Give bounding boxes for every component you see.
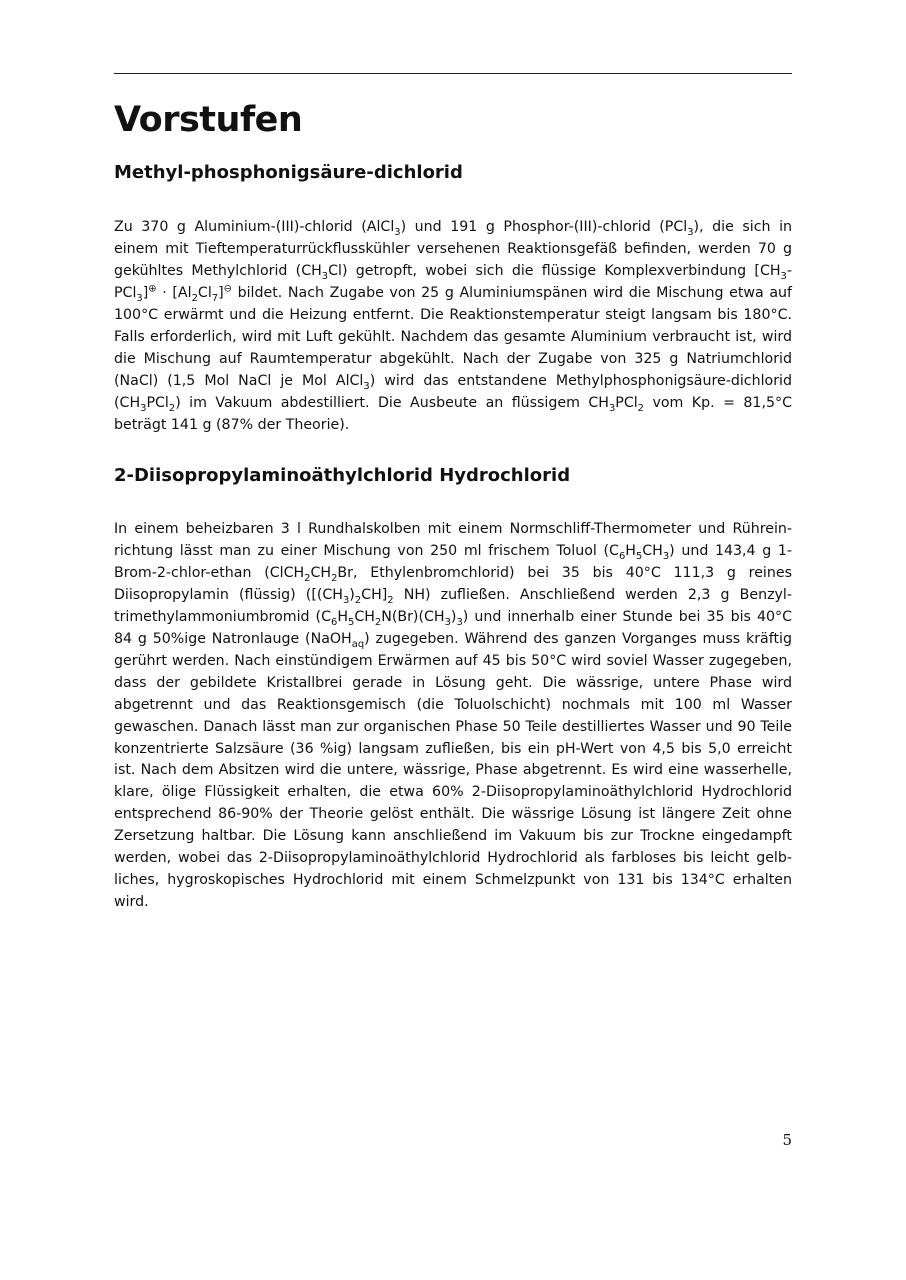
text: ) wird das entstandene Methylphosphonigsäure-dichlorid (CH (114, 372, 792, 411)
text: CH] (361, 586, 388, 603)
text: H (337, 608, 348, 625)
section-heading-methyl-phosphonigsaeure-dichlorid: Methyl-phosphonigsäure-dichlorid (114, 162, 463, 183)
text: ) und 191 g Phosphor-(III)-chlorid (PCl (400, 219, 688, 235)
text: CH (310, 564, 332, 581)
text: bildet. Nach Zugabe von 25 g Aluminiumspänen wird die Mischung etwa auf 100°C erwärmt und die Heizung entfernt. Die Reaktionstemperatur steigt langsam bis 180°C. Falls erforderlich, wird mit Luft gekühlt. Nachdem das gesamte Aluminium verbraucht ist, wird die Mischung auf Raumtemperatur abgekühlt. Nach der Zugabe von 325 g Natriumchlorid (NaCl) (1,5 Mol NaCl je Mol AlCl (114, 284, 793, 389)
subscript: 2 (304, 572, 311, 584)
text: ) (349, 586, 355, 603)
paragraph-diisopropylaminoaethylchlorid (114, 519, 792, 914)
subscript: 3 (456, 616, 463, 628)
subscript: 3 (140, 402, 147, 414)
text: vom Kp. = 81,5°C beträgt 141 g (87% der Theorie). (114, 394, 792, 433)
text: ), die sich in einem mit Tieftemperaturrückflusskühler versehenen Reaktionsgefäß befinden, werden 70 g gekühltes Methylchlorid (CH (114, 219, 792, 279)
text: ) (450, 608, 457, 625)
subscript: 3 (780, 270, 787, 282)
text: ) und 143,4 g 1-Brom-2-chlor-ethan (ClCH (114, 542, 792, 581)
subscript: 3 (394, 226, 401, 238)
page-number: 5 (782, 1131, 792, 1149)
subscript: 3 (363, 380, 370, 392)
subscript: 2 (637, 402, 644, 414)
subscript: 2 (168, 402, 176, 414)
chapter-title: Vorstufen (114, 100, 303, 140)
text: · [Al (156, 284, 192, 301)
text: Zu 370 g Aluminium-(III)-chlorid (AlCl (114, 219, 395, 235)
subscript: 3 (342, 594, 350, 606)
header-rule (114, 73, 792, 74)
paragraph-methyl-phosphonigsaeure-dichlorid (114, 217, 792, 437)
subscript: 3 (608, 402, 616, 414)
text: Br, Ethylenbromchlorid) bei 35 bis 40°C 111,3 g reines Diisopropylamin (flüssig) ([(CH (114, 564, 792, 603)
text: Cl (197, 284, 212, 301)
subscript: 5 (347, 616, 355, 628)
text: ) im Vakuum abdestilliert. Die Ausbeute an flüssigem CH (175, 394, 609, 411)
text: -PCl (114, 262, 792, 301)
subscript: 3 (687, 226, 694, 238)
text: ) und innerhalb einer Stunde bei 35 bis 40°C 84 g 50%ige Natronlauge (NaOH (114, 608, 792, 647)
subscript: 5 (635, 550, 643, 562)
text: PCl (146, 394, 169, 411)
subscript: 2 (387, 594, 394, 606)
subscript: 6 (330, 616, 338, 628)
text: ] (142, 284, 149, 301)
subscript: 3 (662, 550, 670, 562)
text: In einem beheizbaren 3 l Rundhalskolben mit einem Normschliff-Thermometer und Rühreinrichtung lässt man zu einer Mischung von 250 ml frischem Toluol (C (114, 521, 792, 559)
text: NH) zufließen. Anschließend werden 2,3 g Benzyltrimethylammoniumbromid (C (114, 586, 792, 625)
text: CH (354, 608, 375, 625)
text: ] (218, 284, 224, 301)
text: H (625, 542, 636, 559)
subscript: 2 (374, 616, 382, 628)
subscript: 3 (444, 616, 451, 628)
text: N(Br)(CH (381, 608, 445, 625)
subscript: 3 (321, 270, 329, 282)
subscript: 7 (211, 292, 219, 304)
superscript-anion-charge: ⊖ (223, 283, 232, 295)
superscript-cation-charge: ⊕ (148, 283, 157, 295)
text: CH (642, 542, 663, 559)
text: PCl (615, 394, 638, 411)
subscript: 6 (618, 550, 626, 562)
subscript: 2 (191, 292, 198, 304)
subscript: 3 (136, 292, 143, 304)
subscript: 2 (331, 572, 338, 584)
section-heading-diisopropylaminoaethylchlorid: 2-Diisopropylaminoäthylchlorid Hydrochlorid (114, 465, 571, 486)
subscript: 2 (354, 594, 362, 606)
text: ) zugegeben. Während des ganzen Vorganges muss kräftig gerührt werden. Nach einstündigem Erwärmen auf 45 bis 50°C wird soviel Wasser zugegeben, dass der gebildete Kristallbrei gerade in Lösung geht. Die wässrige, untere Phase wird abgetrennt und das Reaktionsgemisch (die Toluolschicht) nochmals mit 100 ml Wasser gewaschen. Danach lässt man zur organischen Phase 50 Teile destilliertes Wasser und 90 Teile konzentrierte Salzsäure (36 %ig) langsam zufließen, bis ein pH-Wert von 4,5 bis 5,0 erreicht ist. Nach dem Absitzen wird die untere, wässrige, Phase abgetrennt. Es wird eine wasserhelle, klare, ölige Flüssigkeit erhalten, die etwa 60% 2-Diisopropylaminoäthylchlorid Hydrochlorid entsprechend 86-90% der Theorie gelöst enthält. Die wässrige Lösung ist längere Zeit ohne Zersetzung haltbar. Die Lösung kann anschließend im Vakuum bis zur Trockne eingedampft werden, wobei das 2-Diisopropylaminoäthylchlorid Hydrochlorid als farbloses bis leicht gelbliches, hygroskopisches Hydrochlorid mit einem Schmelzpunkt von 131 bis 134°C erhalten wird. (114, 630, 792, 911)
subscript: aq (351, 638, 365, 650)
text: Cl) getropft, wobei sich die flüssige Komplexverbindung [CH (328, 262, 781, 279)
